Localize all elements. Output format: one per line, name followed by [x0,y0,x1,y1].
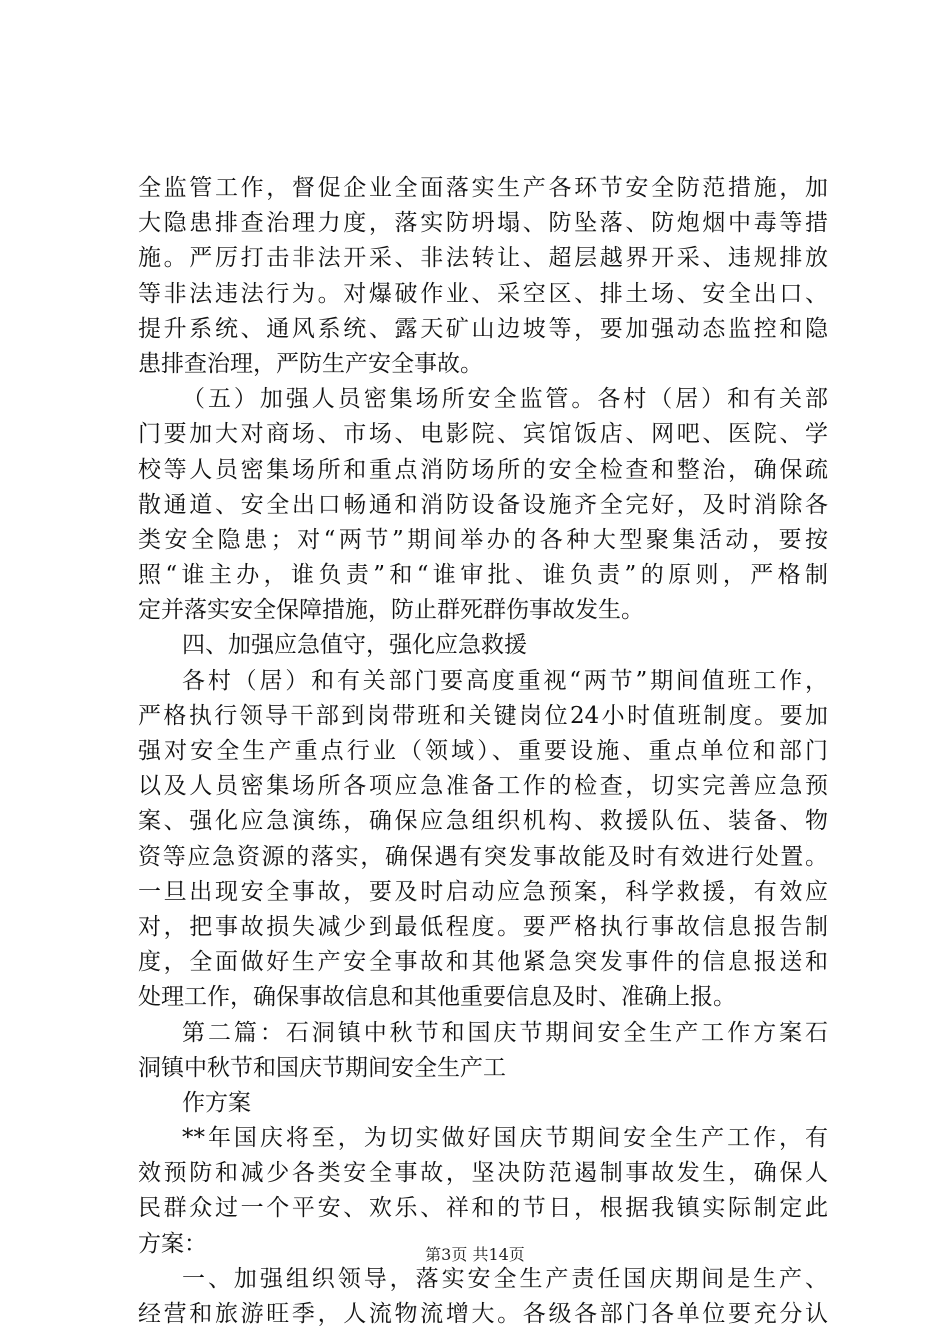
text-line: 作方案 [182,1089,251,1116]
text-line: 方案： [138,1230,207,1257]
text-line: 全监管工作，督促企业全面落实生产各环节安全防范措施，加 [138,175,828,201]
text-line: 定并落实安全保障措施，防止群死群伤事故发生。 [138,597,644,624]
text-line: 强对安全生产重点行业（领域）、重要设施、重点单位和部门 [138,738,828,764]
text-line: 一旦出现安全事故，要及时启动应急预案，科学救援，有效应 [138,878,828,905]
text-line: 案、强化应急演练，确保应急组织机构、救援队伍、装备、物 [138,808,828,835]
text-line: 提升系统、通风系统、露天矿山边坡等，要加强动态监控和隐 [138,315,828,342]
text-line: 大隐患排查治理力度，落实防坍塌、防坠落、防炮烟中毒等措 [138,210,828,237]
text-line: 处理工作，确保事故信息和其他重要信息及时、准确上报。 [138,984,736,1011]
text-line: （五）加强人员密集场所安全监管。各村（居）和有关部 [182,386,828,413]
text-line: 类安全隐患；对“两节”期间举办的各种大型聚集活动，要按 [138,526,828,553]
text-line: 第二篇：石洞镇中秋节和国庆节期间安全生产工作方案石 [182,1019,828,1046]
page-footer: 第3页 共14页 [425,1245,525,1264]
document-body [138,171,828,1332]
text-line: **年国庆将至，为切实做好国庆节期间安全生产工作，有 [182,1125,828,1152]
text-line: 以及人员密集场所各项应急准备工作的检查，切实完善应急预 [138,773,828,800]
text-line: 效预防和减少各类安全事故，坚决防范遏制事故发生，确保人 [138,1160,828,1187]
text-line: 照“谁主办，谁负责”和“谁审批、谁负责”的原则，严格制 [138,562,828,589]
text-line: 散通道、安全出口畅通和消防设备设施齐全完好，及时消除各 [138,491,828,518]
text-line: 一、加强组织领导，落实安全生产责任国庆期间是生产、 [182,1265,828,1292]
text-line: 施。严厉打击非法开采、非法转让、超层越界开采、违规排放 [138,245,828,272]
text-line: 民群众过一个平安、欢乐、祥和的节日，根据我镇实际制定此 [138,1195,828,1222]
text-line: 度，全面做好生产安全事故和其他紧急突发事件的信息报送和 [138,949,828,976]
text-line: 等非法违法行为。对爆破作业、采空区、排土场、安全出口、 [138,280,828,307]
text-line: 四、加强应急值守，强化应急救援 [182,632,527,659]
text-line: 资等应急资源的落实，确保遇有突发事故能及时有效进行处置。 [138,843,828,870]
text-line: 严格执行领导干部到岗带班和关键岗位24小时值班制度。要加 [138,702,828,729]
text-line: 门要加大对商场、市场、电影院、宾馆饭店、网吧、医院、学 [138,421,828,448]
text-line: 经营和旅游旺季，人流物流增大。各级各部门各单位要充分认 [138,1301,828,1327]
text-line: 洞镇中秋节和国庆节期间安全生产工 [138,1054,506,1081]
text-line: 患排查治理，严防生产安全事故。 [138,350,483,377]
text-line: 对，把事故损失减少到最低程度。要严格执行事故信息报告制 [138,913,828,940]
text-line: 各村（居）和有关部门要高度重视“两节”期间值班工作， [182,667,828,694]
text-line: 校等人员密集场所和重点消防场所的安全检查和整治，确保疏 [138,456,828,483]
